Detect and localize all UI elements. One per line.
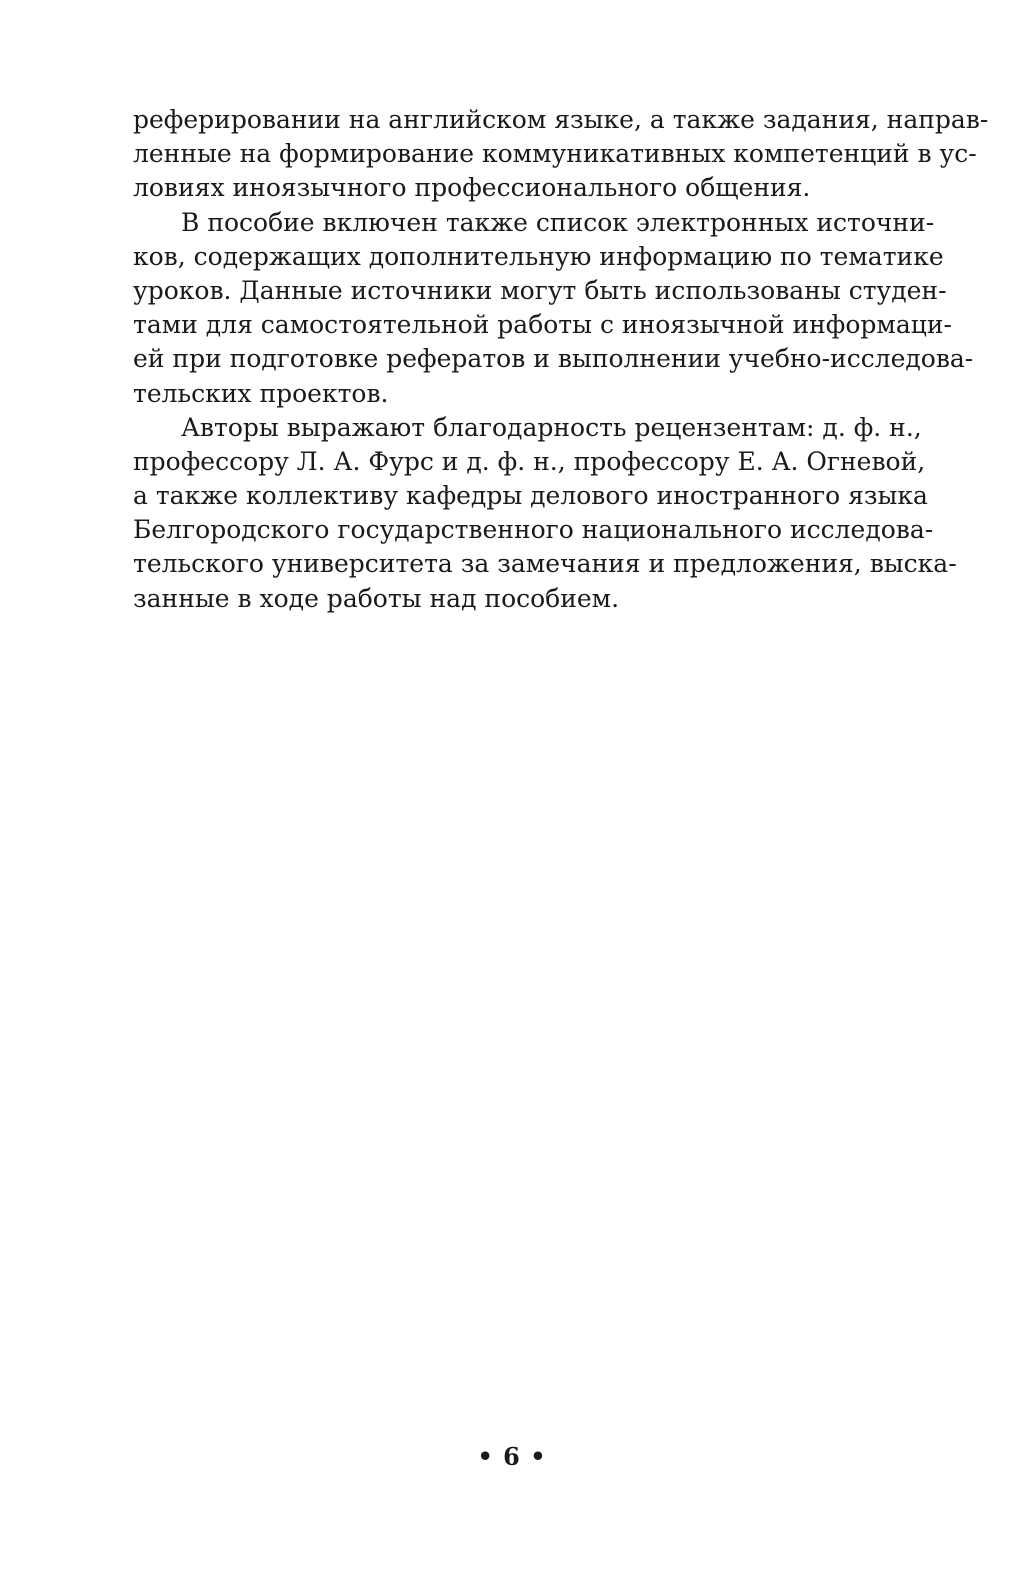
page-number: • 6 • (477, 1442, 547, 1471)
text-line: профессору Л. А. Фурс и д. ф. н., профессору Е. А. Огневой, (133, 446, 926, 476)
text-line: тами для самостоятельной работы с иноязычной информаци- (133, 310, 952, 340)
text-line: занные в ходе работы над пособием. (133, 583, 620, 613)
paragraph-3 (133, 411, 957, 616)
paragraph-2 (133, 206, 974, 411)
text-line: реферировании на английском языке, а также задания, направ- (133, 105, 989, 134)
paragraph-1 (133, 103, 989, 206)
text-line: ей при подготовке рефератов и выполнении учебно-исследова- (133, 344, 974, 374)
text-line: Белгородского государственного национального исследова- (133, 515, 934, 545)
text-line: В пособие включен также список электронных источни- (181, 207, 935, 237)
text-line: тельского университета за замечания и предложения, выска- (133, 549, 957, 579)
text-line: Авторы выражают благодарность рецензентам: д. ф. н., (181, 412, 922, 442)
text-line: ков, содержащих дополнительную информацию по тематике (133, 241, 944, 271)
body-text (133, 103, 989, 616)
text-line: а также коллективу кафедры делового иностранного языка (133, 481, 928, 511)
text-line: уроков. Данные источники могут быть использованы студен- (133, 275, 947, 305)
text-line: тельских проектов. (133, 378, 389, 408)
text-line: ленные на формирование коммуникативных компетенций в ус- (133, 139, 977, 169)
text-line: ловиях иноязычного профессионального общения. (133, 173, 811, 203)
